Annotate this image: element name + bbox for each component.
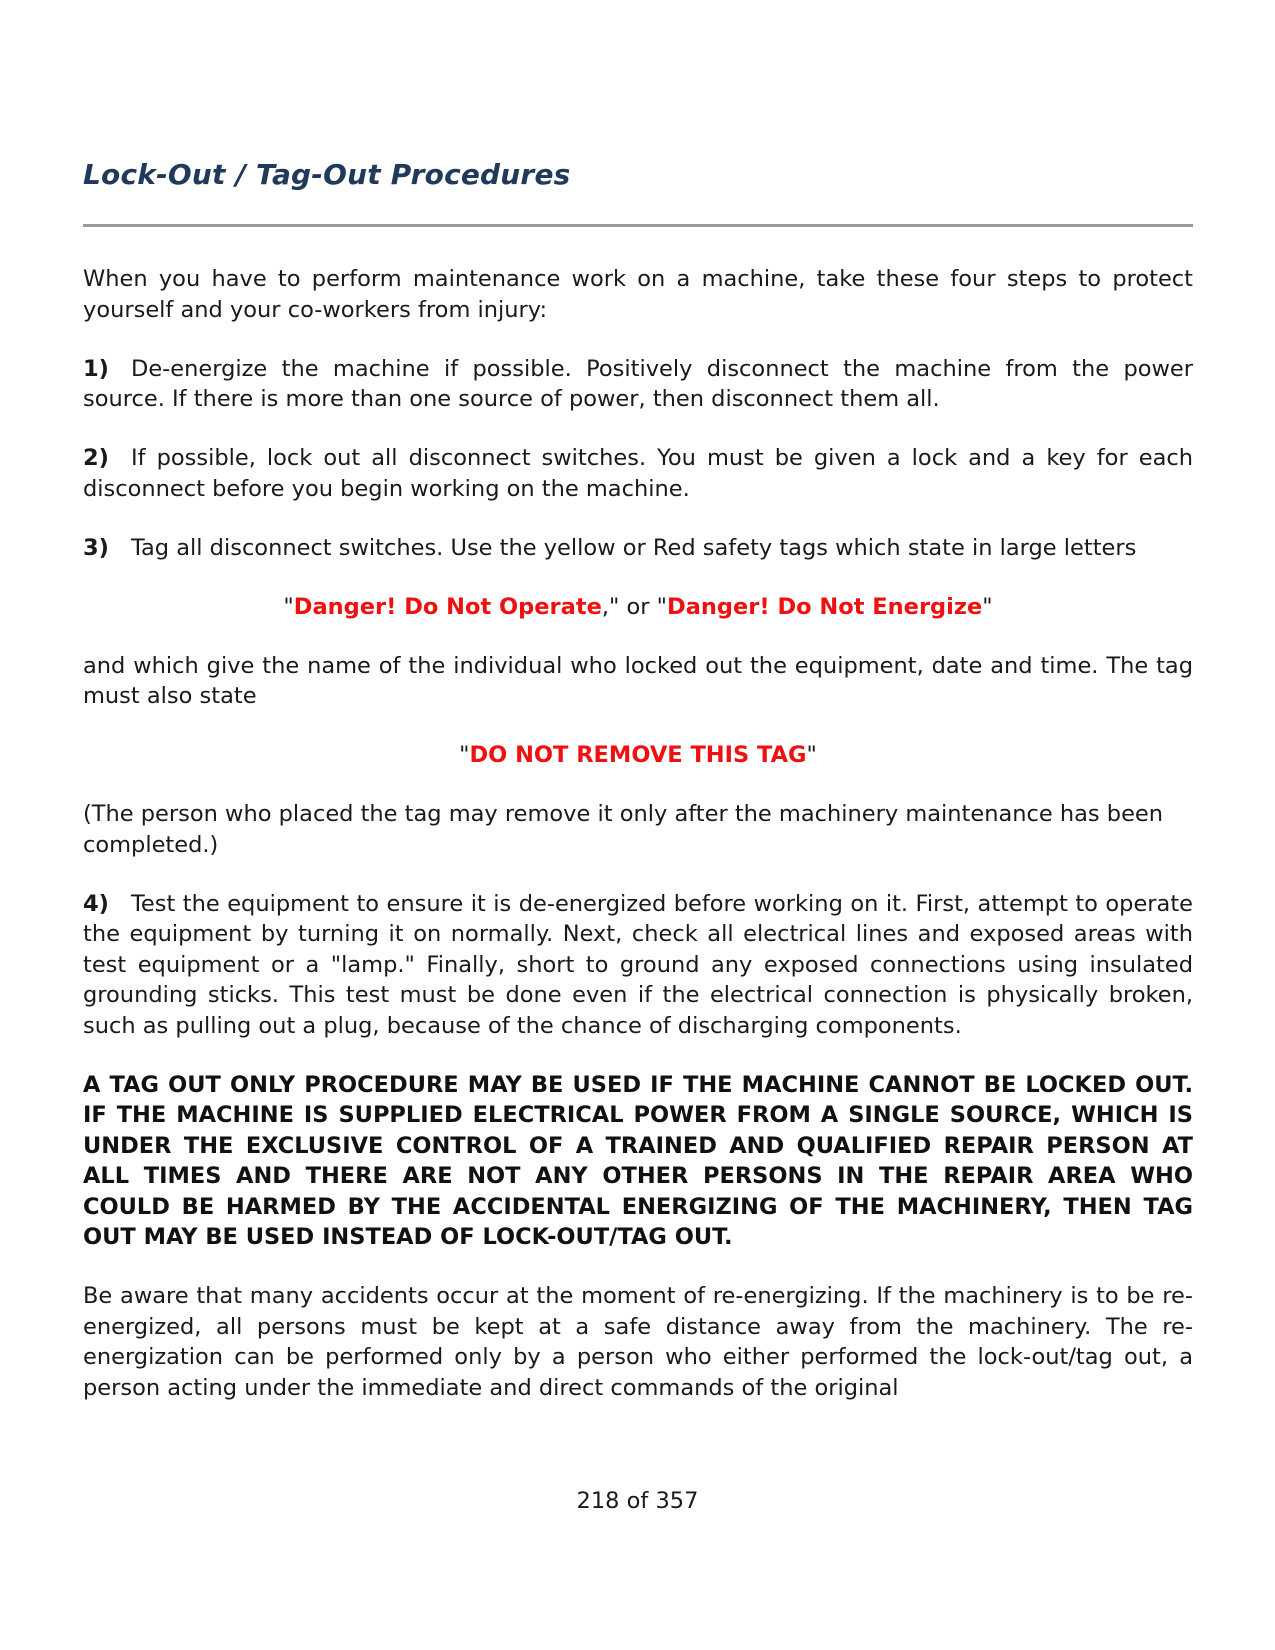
quote-mark: " [982, 593, 993, 620]
remove-tag-text [83, 740, 1193, 771]
quote-separator: ," or " [601, 593, 668, 620]
document-body [83, 264, 1193, 1432]
step-text: If possible, lock out all disconnect switches. You must be given a lock and a key for each disconnect before you begin working on the machine. [83, 445, 1193, 502]
danger-tag-text [83, 592, 1193, 623]
reenergize-paragraph: Be aware that many accidents occur at the moment of re-energizing. If the machinery is to be re-energized, all persons must be kept at a safe distance away from the machinery. The re-energization can be performed only by a person who either performed the lock-out/tag out, a person acting under the immediate and direct commands of the original [83, 1283, 1193, 1401]
title-divider [83, 224, 1193, 227]
step-1 [83, 354, 1193, 415]
danger-do-not-operate: Danger! Do Not Operate [293, 593, 602, 620]
step-number: 2) [83, 445, 109, 471]
step-text: Tag all disconnect switches. Use the yellow or Red safety tags which state in large letters [131, 534, 1137, 561]
page-number: 218 of 357 [576, 1488, 699, 1514]
step-number: 3) [83, 534, 109, 561]
step-text: De-energize the machine if possible. Positively disconnect the machine from the power source. If there is more than one source of power, then disconnect them all. [83, 355, 1193, 412]
step-2 [83, 443, 1193, 504]
remove-note-paragraph: (The person who placed the tag may remove it only after the machinery maintenance has been completed.) [83, 801, 1164, 858]
step-3 [83, 533, 1193, 564]
do-not-remove-tag: DO NOT REMOVE THIS TAG [469, 742, 807, 768]
quote-mark: " [459, 742, 470, 768]
page-title: Lock-Out / Tag-Out Procedures [83, 158, 571, 191]
danger-do-not-energize: Danger! Do Not Energize [667, 593, 983, 620]
step-text: Test the equipment to ensure it is de-energized before working on it. First, attempt to operate the equipment by turning it on normally. Next, check all electrical lines and exposed areas with test equipment or a "lamp." Finally, short to ground any exposed connections using insulated grounding sticks. This test must be done even if the electrical connection is physically broken, such as pulling out a plug, because of the chance of discharging components. [83, 890, 1193, 1039]
step-number: 4) [83, 890, 109, 917]
quote-mark: " [806, 742, 817, 768]
tag-details-paragraph: and which give the name of the individual who locked out the equipment, date and time. The tag must also state [83, 652, 1193, 709]
step-number: 1) [83, 355, 109, 382]
quote-mark: " [283, 593, 294, 620]
intro-paragraph: When you have to perform maintenance work on a machine, take these four steps to protect yourself and your co-workers from injury: [83, 266, 1193, 323]
step-4 [83, 889, 1193, 1042]
tag-out-only-paragraph: A TAG OUT ONLY PROCEDURE MAY BE USED IF THE MACHINE CANNOT BE LOCKED OUT. IF THE MACHINE IS SUPPLIED ELECTRICAL POWER FROM A SINGLE SOURCE, WHICH IS UNDER THE EXCLUSIVE CONTROL OF A TRAINED AND QUALIFIED REPAIR PERSON AT ALL TIMES AND THERE ARE NOT ANY OTHER PERSONS IN THE REPAIR AREA WHO COULD BE HARMED BY THE ACCIDENTAL ENERGIZING OF THE MACHINERY, THEN TAG OUT MAY BE USED INSTEAD OF LOCK-OUT/TAG OUT. [83, 1071, 1193, 1250]
